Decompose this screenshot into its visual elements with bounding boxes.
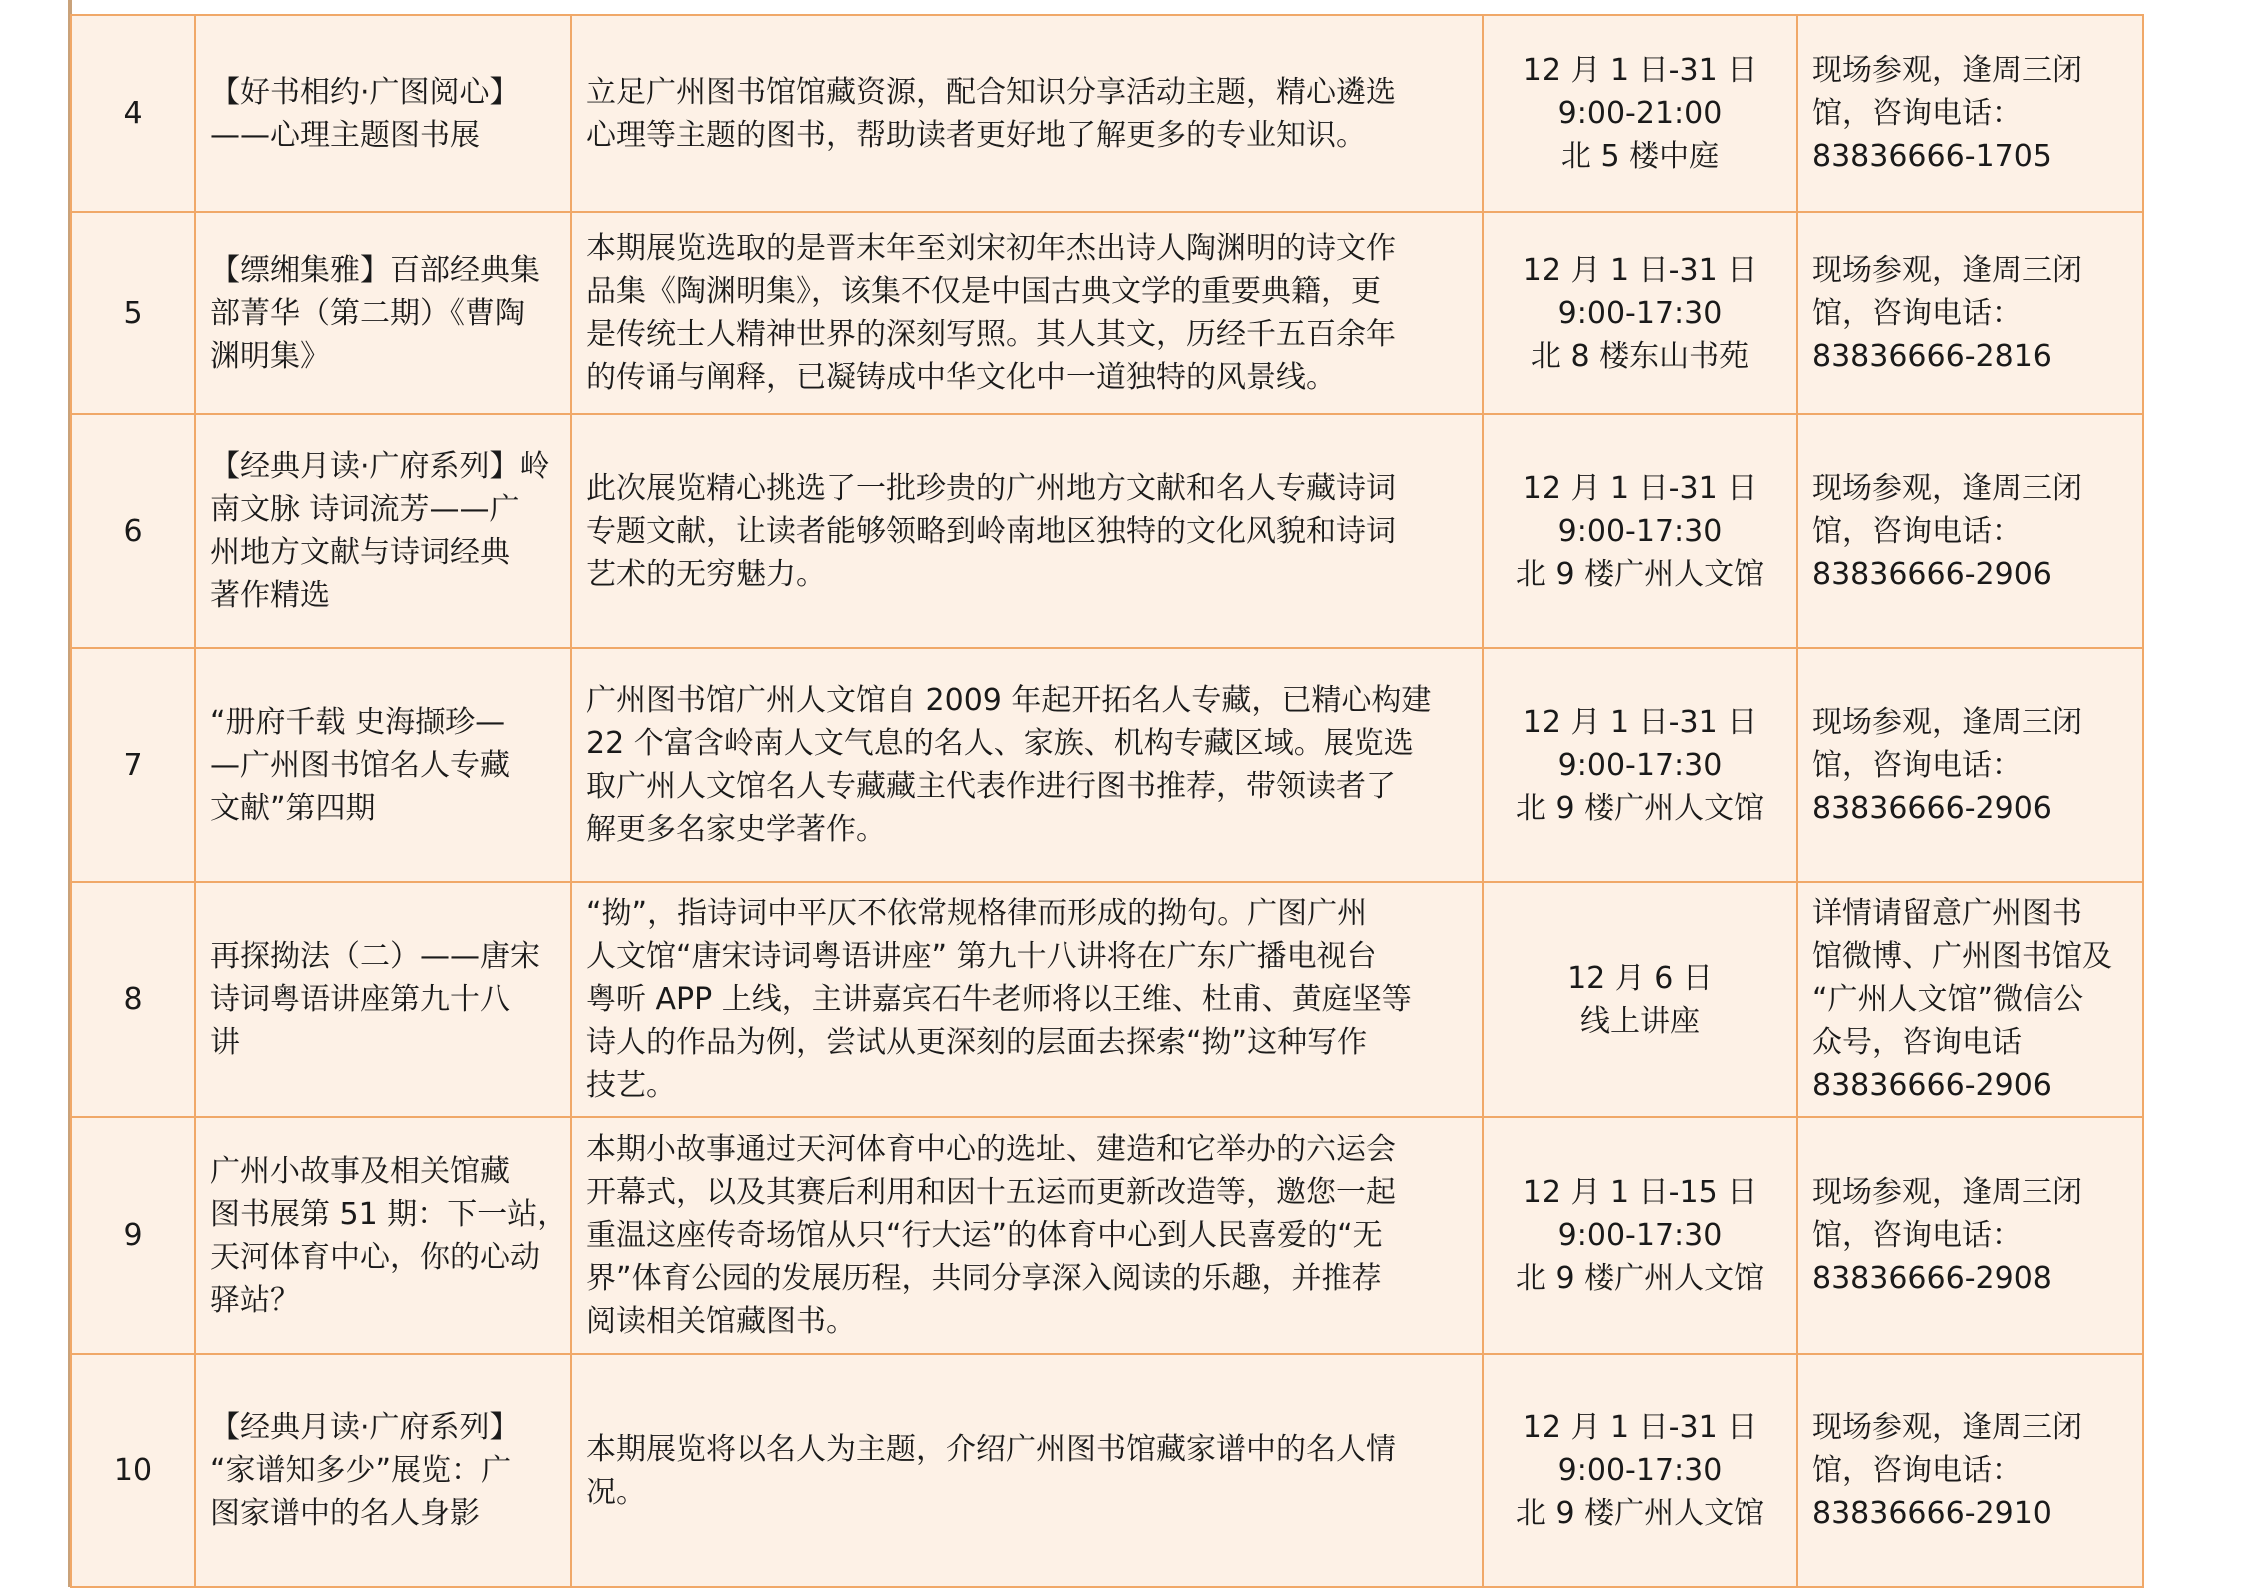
event-description: “拗”，指诗词中平仄不依常规格律而形成的拗句。广图广州 人文馆“唐宋诗词粤语讲座” 第九十八讲将在广东广播电视台 粤听 APP 上线，主讲嘉宾石牛老师将以王维、杜甫、黄庭坚等 诗人的作品为例，尝试从更深刻的层面去探索“拗”这种写作 技艺。 bbox=[571, 882, 1483, 1117]
row-number: 10 bbox=[71, 1354, 195, 1587]
table-row bbox=[71, 15, 2143, 212]
event-description: 广州图书馆广州人文馆自 2009 年起开拓名人专藏，已精心构建 22 个富含岭南人文气息的名人、家族、机构专藏区域。展览选 取广州人文馆名人专藏藏主代表作进行图书推荐，带领读者了 解更多名家史学著作。 bbox=[571, 648, 1483, 882]
event-title: 【经典月读·广府系列】岭 南文脉 诗词流芳——广 州地方文献与诗词经典 著作精选 bbox=[195, 414, 571, 648]
event-time-location: 12 月 1 日-31 日 9:00-17:30 北 9 楼广州人文馆 bbox=[1483, 414, 1797, 648]
event-description: 此次展览精心挑选了一批珍贵的广州地方文献和名人专藏诗词 专题文献，让读者能够领略到岭南地区独特的文化风貌和诗词 艺术的无穷魅力。 bbox=[571, 414, 1483, 648]
event-title: 【好书相约·广图阅心】 ——心理主题图书展 bbox=[195, 15, 571, 212]
event-title: 广州小故事及相关馆藏 图书展第 51 期：下一站， 天河体育中心，你的心动 驿站？ bbox=[195, 1117, 571, 1354]
event-time-location: 12 月 6 日 线上讲座 bbox=[1483, 882, 1797, 1117]
event-description: 本期小故事通过天河体育中心的选址、建造和它举办的六运会 开幕式，以及其赛后利用和因十五运而更新改造等，邀您一起 重温这座传奇场馆从只“行大运”的体育中心到人民喜爱的“无 界”体育公园的发展历程，共同分享深入阅读的乐趣，并推荐 阅读相关馆藏图书。 bbox=[571, 1117, 1483, 1354]
event-time-location: 12 月 1 日-31 日 9:00-17:30 北 9 楼广州人文馆 bbox=[1483, 1354, 1797, 1587]
table-row bbox=[71, 212, 2143, 414]
event-notes: 详情请留意广州图书 馆微博、广州图书馆及 “广州人文馆”微信公 众号，咨询电话 83836666-2906 bbox=[1797, 882, 2143, 1117]
event-notes: 现场参观，逢周三闭 馆，咨询电话： 83836666-1705 bbox=[1797, 15, 2143, 212]
row-number: 4 bbox=[71, 15, 195, 212]
event-time-location: 12 月 1 日-31 日 9:00-17:30 北 8 楼东山书苑 bbox=[1483, 212, 1797, 414]
event-title: 【缥缃集雅】百部经典集 部菁华（第二期）《曹陶 渊明集》 bbox=[195, 212, 571, 414]
event-description: 立足广州图书馆馆藏资源，配合知识分享活动主题，精心遴选 心理等主题的图书，帮助读者更好地了解更多的专业知识。 bbox=[571, 15, 1483, 212]
events-table-body bbox=[71, 15, 2143, 1587]
table-row bbox=[71, 648, 2143, 882]
event-notes: 现场参观，逢周三闭 馆，咨询电话： 83836666-2910 bbox=[1797, 1354, 2143, 1587]
event-description: 本期展览选取的是晋末年至刘宋初年杰出诗人陶渊明的诗文作 品集《陶渊明集》，该集不仅是中国古典文学的重要典籍，更 是传统士人精神世界的深刻写照。其人其文，历经千五百余年 的传诵与阐释，已凝铸成中华文化中一道独特的风景线。 bbox=[571, 212, 1483, 414]
event-time-location: 12 月 1 日-15 日 9:00-17:30 北 9 楼广州人文馆 bbox=[1483, 1117, 1797, 1354]
event-time-location: 12 月 1 日-31 日 9:00-21:00 北 5 楼中庭 bbox=[1483, 15, 1797, 212]
event-description: 本期展览将以名人为主题，介绍广州图书馆藏家谱中的名人情 况。 bbox=[571, 1354, 1483, 1587]
event-title: 再探拗法（二）——唐宋 诗词粤语讲座第九十八 讲 bbox=[195, 882, 571, 1117]
event-notes: 现场参观，逢周三闭 馆，咨询电话： 83836666-2816 bbox=[1797, 212, 2143, 414]
row-number: 9 bbox=[71, 1117, 195, 1354]
table-row bbox=[71, 1117, 2143, 1354]
event-title: “册府千载 史海撷珍— —广州图书馆名人专藏 文献”第四期 bbox=[195, 648, 571, 882]
row-number: 6 bbox=[71, 414, 195, 648]
row-number: 8 bbox=[71, 882, 195, 1117]
event-notes: 现场参观，逢周三闭 馆，咨询电话： 83836666-2906 bbox=[1797, 648, 2143, 882]
table-row bbox=[71, 1354, 2143, 1587]
row-number: 7 bbox=[71, 648, 195, 882]
table-row bbox=[71, 882, 2143, 1117]
event-notes: 现场参观，逢周三闭 馆，咨询电话： 83836666-2906 bbox=[1797, 414, 2143, 648]
event-time-location: 12 月 1 日-31 日 9:00-17:30 北 9 楼广州人文馆 bbox=[1483, 648, 1797, 882]
table-row bbox=[71, 414, 2143, 648]
event-notes: 现场参观，逢周三闭 馆，咨询电话： 83836666-2908 bbox=[1797, 1117, 2143, 1354]
events-table bbox=[70, 14, 2144, 1588]
row-number: 5 bbox=[71, 212, 195, 414]
event-title: 【经典月读·广府系列】 “家谱知多少”展览：广 图家谱中的名人身影 bbox=[195, 1354, 571, 1587]
